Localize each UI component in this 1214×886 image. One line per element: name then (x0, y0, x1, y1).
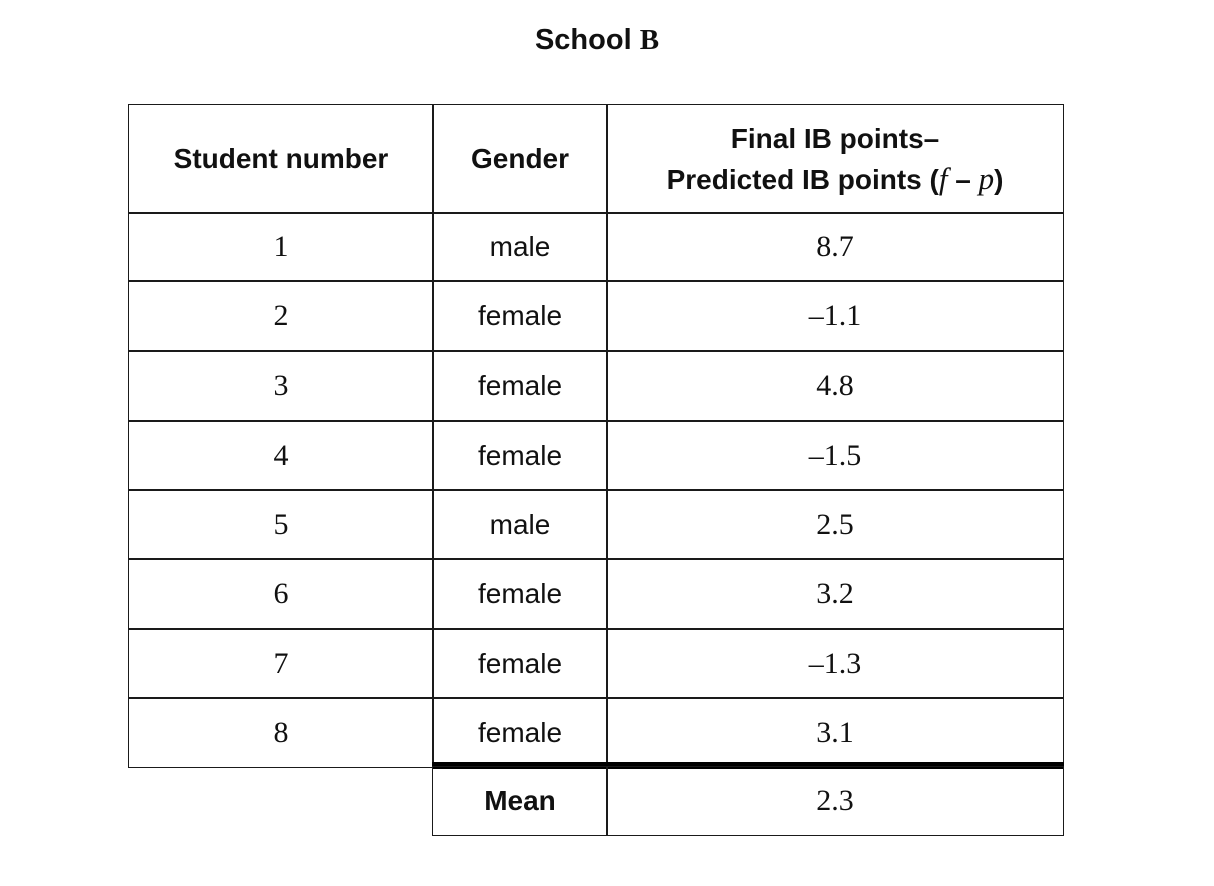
header-difference-line1: Final IB points– (730, 122, 940, 154)
table-cell-gender: female (432, 280, 608, 352)
table-cell-gender: female (432, 697, 608, 768)
table-cell-gender: female (432, 350, 608, 422)
table-cell-difference: 3.1 (606, 697, 1064, 768)
table-cell-student: 4 (128, 420, 434, 491)
table-cell-student: 3 (128, 350, 434, 422)
header-difference-line2 (667, 159, 1004, 200)
table-cell-gender: female (432, 558, 608, 630)
header-gender-label: Gender (470, 143, 570, 174)
table-cell-student: 8 (128, 697, 434, 768)
table-cell-gender: male (432, 212, 608, 282)
table-cell-gender: female (432, 420, 608, 491)
table-cell-student: 6 (128, 558, 434, 630)
table-cell-student: 2 (128, 280, 434, 352)
table-cell-student: 1 (128, 212, 434, 282)
header-difference-minus: – (947, 163, 979, 195)
table-cell-difference: –1.5 (606, 420, 1064, 491)
title-letter: B (639, 24, 660, 56)
table-cell-difference: 8.7 (606, 212, 1064, 282)
header-student-number (128, 104, 434, 214)
header-gender (432, 104, 608, 214)
table-cell-gender: female (432, 628, 608, 699)
table-cell-difference: 3.2 (606, 558, 1064, 630)
table-cell-difference: –1.3 (606, 628, 1064, 699)
header-difference (606, 104, 1064, 214)
mean-label: Mean (432, 766, 608, 836)
table-cell-student: 5 (128, 489, 434, 560)
mean-value: 2.3 (606, 766, 1064, 836)
table-cell-difference: 4.8 (606, 350, 1064, 422)
header-student-number-label: Student number (173, 143, 389, 174)
header-difference-f: f (938, 160, 948, 196)
header-difference-close: ) (994, 163, 1004, 195)
table-cell-difference: –1.1 (606, 280, 1064, 352)
table-cell-difference: 2.5 (606, 489, 1064, 560)
header-difference-p: p (978, 160, 995, 196)
title-prefix: School (534, 24, 640, 56)
table-cell-student: 7 (128, 628, 434, 699)
table-title (0, 22, 1194, 58)
table-cell-gender: male (432, 489, 608, 560)
header-difference-line2-text: Predicted IB points ( (666, 163, 939, 195)
